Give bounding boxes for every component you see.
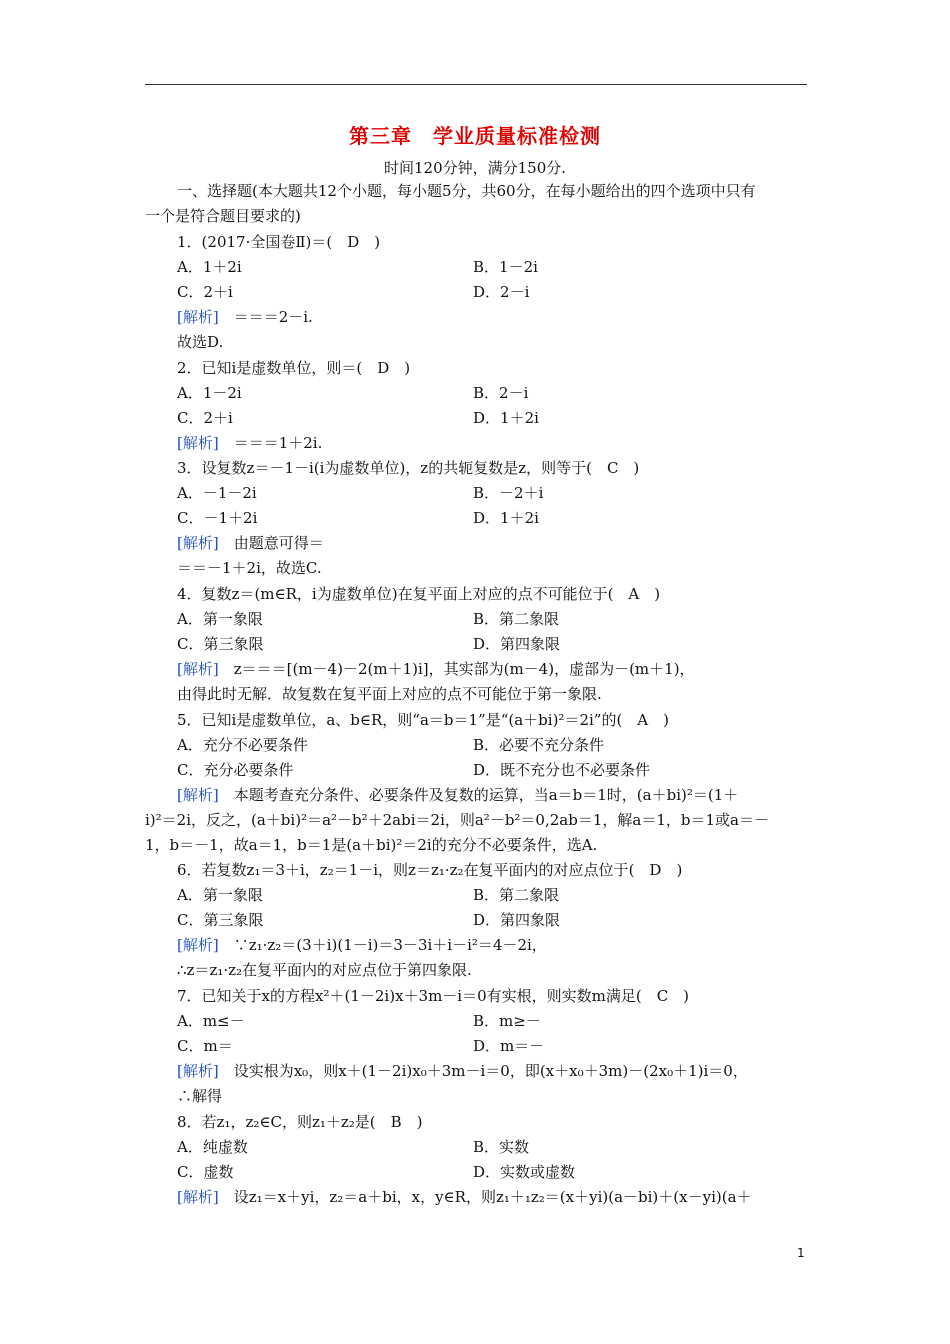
option-a: A．第一象限 [177, 610, 263, 628]
solution-line: 1，b＝－1，故a＝1，b＝1是(a＋bi)²＝2i的充分不必要条件，选A. [145, 836, 598, 854]
solution-text: 设实根为x₀，则x＋(1－2i)x₀＋3m－i＝0，即(x＋x₀＋3m)－(2x₀＋1)i＝0， [218, 1062, 748, 1080]
solution-line: 故选D. [177, 333, 224, 351]
option-c: C．虚数 [177, 1163, 234, 1181]
option-d: D．2－i [473, 283, 530, 301]
page-title: 第三章 学业质量标准检测 [349, 124, 601, 148]
option-a: A．充分不必要条件 [177, 736, 308, 754]
solution-text: ∵z₁·z₂＝(3＋i)(1－i)＝3－3i＋i－i²＝4－2i， [218, 936, 547, 954]
solution-line [177, 935, 547, 955]
option-a: A．1－2i [177, 384, 242, 402]
solution-text: z＝＝＝[(m－4)－2(m＋1)i]，其实部为(m－4)，虚部为－(m＋1)， [218, 660, 695, 678]
question-stem: 1．(2017·全国卷Ⅱ)＝( D ) [177, 233, 381, 251]
option-c: C．m＝ [177, 1037, 233, 1055]
option-d: D．m＝－ [473, 1037, 545, 1055]
analysis-tag: [解析] [177, 660, 219, 678]
solution-line: ＝＝－1＋2i，故选C. [177, 559, 322, 577]
solution-line [177, 307, 313, 327]
option-a: A．－1－2i [177, 484, 257, 502]
solution-line: ∴解得 [177, 1087, 223, 1105]
option-a: A．1＋2i [177, 258, 242, 276]
option-b: B．第二象限 [473, 886, 560, 904]
question-stem: 6．若复数z₁＝3＋i，z₂＝1－i，则z＝z₁·z₂在复平面内的对应点位于( D ) [177, 861, 683, 879]
solution-text: 本题考查充分条件、必要条件及复数的运算，当a＝b＝1时，(a＋bi)²＝(1＋ [218, 786, 739, 804]
analysis-tag: [解析] [177, 786, 219, 804]
solution-text: ＝＝＝2－i. [218, 308, 313, 326]
solution-line: i)²＝2i，反之，(a＋bi)²＝a²－b²＋2abi＝2i，则a²－b²＝0,2ab＝1，解a＝1，b＝1或a＝－ [145, 811, 769, 829]
option-d: D．实数或虚数 [473, 1163, 576, 1181]
option-a: A．第一象限 [177, 886, 263, 904]
option-d: D．第四象限 [473, 911, 561, 929]
solution-line [177, 533, 324, 553]
header-rule [145, 84, 807, 85]
option-c: C．充分必要条件 [177, 761, 294, 779]
option-d: D．既不充分也不必要条件 [473, 761, 651, 779]
analysis-tag: [解析] [177, 308, 219, 326]
page-number: 1 [797, 1246, 805, 1260]
analysis-tag: [解析] [177, 1188, 219, 1206]
solution-line: ∴z＝z₁·z₂在复平面内的对应点位于第四象限. [177, 961, 472, 979]
question-stem: 4．复数z＝(m∈R，i为虚数单位)在复平面上对应的点不可能位于( A ) [177, 585, 661, 603]
option-d: D．1＋2i [473, 409, 539, 427]
analysis-tag: [解析] [177, 1062, 219, 1080]
option-b: B．必要不充分条件 [473, 736, 605, 754]
option-b: B．2－i [473, 384, 529, 402]
option-c: C．第三象限 [177, 635, 264, 653]
question-stem: 7．已知关于x的方程x²＋(1－2i)x＋3m－i＝0有实根，则实数m满足( C ) [177, 987, 690, 1005]
option-c: C．－1＋2i [177, 509, 258, 527]
question-stem: 8．若z₁，z₂∈C，则z₁＋z₂是( B ) [177, 1113, 423, 1131]
solution-line [177, 433, 322, 453]
option-b: B．实数 [473, 1138, 530, 1156]
solution-line: 由得此时无解．故复数在复平面上对应的点不可能位于第一象限. [177, 685, 602, 703]
option-c: C．第三象限 [177, 911, 264, 929]
solution-text: ＝＝＝1＋2i. [218, 434, 323, 452]
option-d: D．1＋2i [473, 509, 539, 527]
option-a: A．m≤－ [177, 1012, 245, 1030]
solution-line [177, 1061, 748, 1081]
solution-line [177, 1187, 752, 1207]
option-b: B．m≥－ [473, 1012, 541, 1030]
analysis-tag: [解析] [177, 534, 219, 552]
solution-text: 设z₁＝x＋yi，z₂＝a＋bi，x，y∈R，则z₁＋₁z₂＝(x＋yi)(a－bi)＋(x－yi)(a＋ [218, 1188, 752, 1206]
question-stem: 3．设复数z＝－1－i(i为虚数单位)，z的共轭复数是z，则等于( C ) [177, 459, 640, 477]
page-subtitle: 时间120分钟，满分150分. [383, 159, 567, 177]
solution-line [177, 785, 738, 805]
option-a: A．纯虚数 [177, 1138, 248, 1156]
option-c: C．2＋i [177, 409, 233, 427]
question-stem: 5．已知i是虚数单位，a、b∈R，则“a＝b＝1”是“(a＋bi)²＝2i”的( A ) [177, 711, 669, 729]
section-intro-line: 一、选择题(本大题共12个小题，每小题5分，共60分，在每小题给出的四个选项中只有 [177, 182, 756, 200]
option-b: B．1－2i [473, 258, 538, 276]
option-d: D．第四象限 [473, 635, 561, 653]
question-stem: 2．已知i是虚数单位，则＝( D ) [177, 359, 411, 377]
option-b: B．第二象限 [473, 610, 560, 628]
solution-line [177, 659, 695, 679]
section-intro-line: 一个是符合题目要求的) [145, 207, 301, 225]
analysis-tag: [解析] [177, 434, 219, 452]
option-b: B．－2＋i [473, 484, 544, 502]
solution-text: 由题意可得＝ [218, 534, 324, 552]
analysis-tag: [解析] [177, 936, 219, 954]
option-c: C．2＋i [177, 283, 233, 301]
